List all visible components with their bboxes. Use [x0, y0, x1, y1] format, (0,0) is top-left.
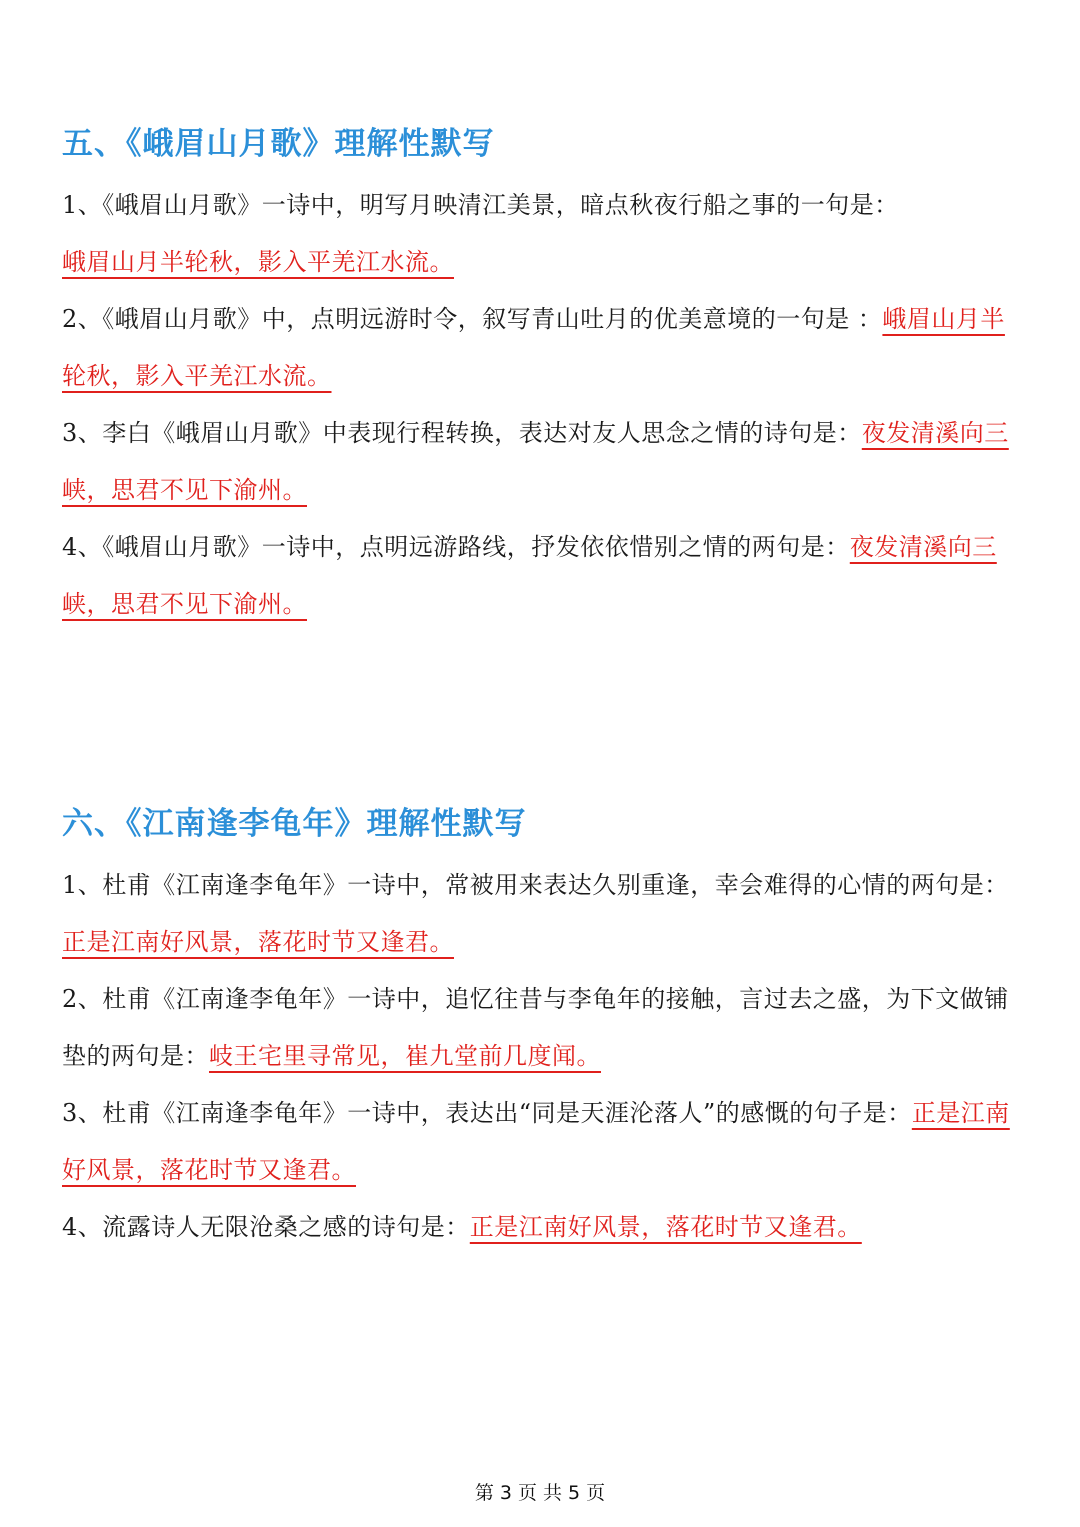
- question-text: 4、《峨眉山月歌》一诗中，点明远游路线，抒发依依惜别之情的两句是：: [62, 533, 850, 561]
- answer-text: 峨眉山月半轮秋，影入平羌江水流。: [62, 305, 1005, 390]
- question-5-1: [62, 177, 1022, 291]
- question-6-1: [62, 857, 1022, 971]
- question-5-3: [62, 405, 1022, 519]
- answer-text: 正是江南好风景，落花时节又逢君。: [469, 1213, 862, 1241]
- question-6-2: [62, 971, 1022, 1085]
- question-text: 2、《峨眉山月歌》中，点明远游时令，叙写青山吐月的优美意境的一句是 ：: [62, 305, 883, 333]
- question-text: 1、杜甫《江南逢李龟年》一诗中，常被用来表达久别重逢，幸会难得的心情的两句是：: [62, 871, 1009, 899]
- section-6-title: 六、《江南逢李龟年》理解性默写: [62, 806, 527, 842]
- question-text: 3、李白《峨眉山月歌》中表现行程转换，表达对友人思念之情的诗句是：: [62, 419, 862, 447]
- question-5-4: [62, 519, 1022, 633]
- answer-text: 岐王宅里寻常见，崔九堂前几度闻。: [209, 1042, 601, 1070]
- answer-text: 夜发清溪向三峡，思君不见下渝州。: [62, 533, 997, 618]
- question-text: 4、流露诗人无限沧桑之感的诗句是：: [62, 1213, 470, 1241]
- answer-text: 正是江南好风景，落花时节又逢君。: [62, 1099, 1010, 1184]
- section-5-title: 五、《峨眉山月歌》理解性默写: [62, 126, 495, 162]
- answer-text: 正是江南好风景，落花时节又逢君。: [62, 928, 454, 956]
- page-number: 第 3 页 共 5 页: [474, 1482, 606, 1504]
- question-5-2: [62, 291, 1022, 405]
- section-5: [62, 118, 1022, 633]
- question-text: 1、《峨眉山月歌》一诗中，明写月映清江美景，暗点秋夜行船之事的一句是：: [62, 191, 899, 219]
- question-text: 3、杜甫《江南逢李龟年》一诗中，表达出“同是天涯沦落人”的感慨的句子是：: [62, 1099, 912, 1127]
- question-6-3: [62, 1085, 1022, 1199]
- answer-text: 夜发清溪向三峡，思君不见下渝州。: [62, 419, 1009, 504]
- question-6-4: [62, 1199, 1022, 1256]
- answer-text: 峨眉山月半轮秋，影入平羌江水流。: [62, 248, 454, 276]
- section-6: [62, 798, 1022, 1256]
- question-text: 2、杜甫《江南逢李龟年》一诗中，追忆往昔与李龟年的接触，言过去之盛，为下文做铺垫的两句是：: [62, 985, 1009, 1070]
